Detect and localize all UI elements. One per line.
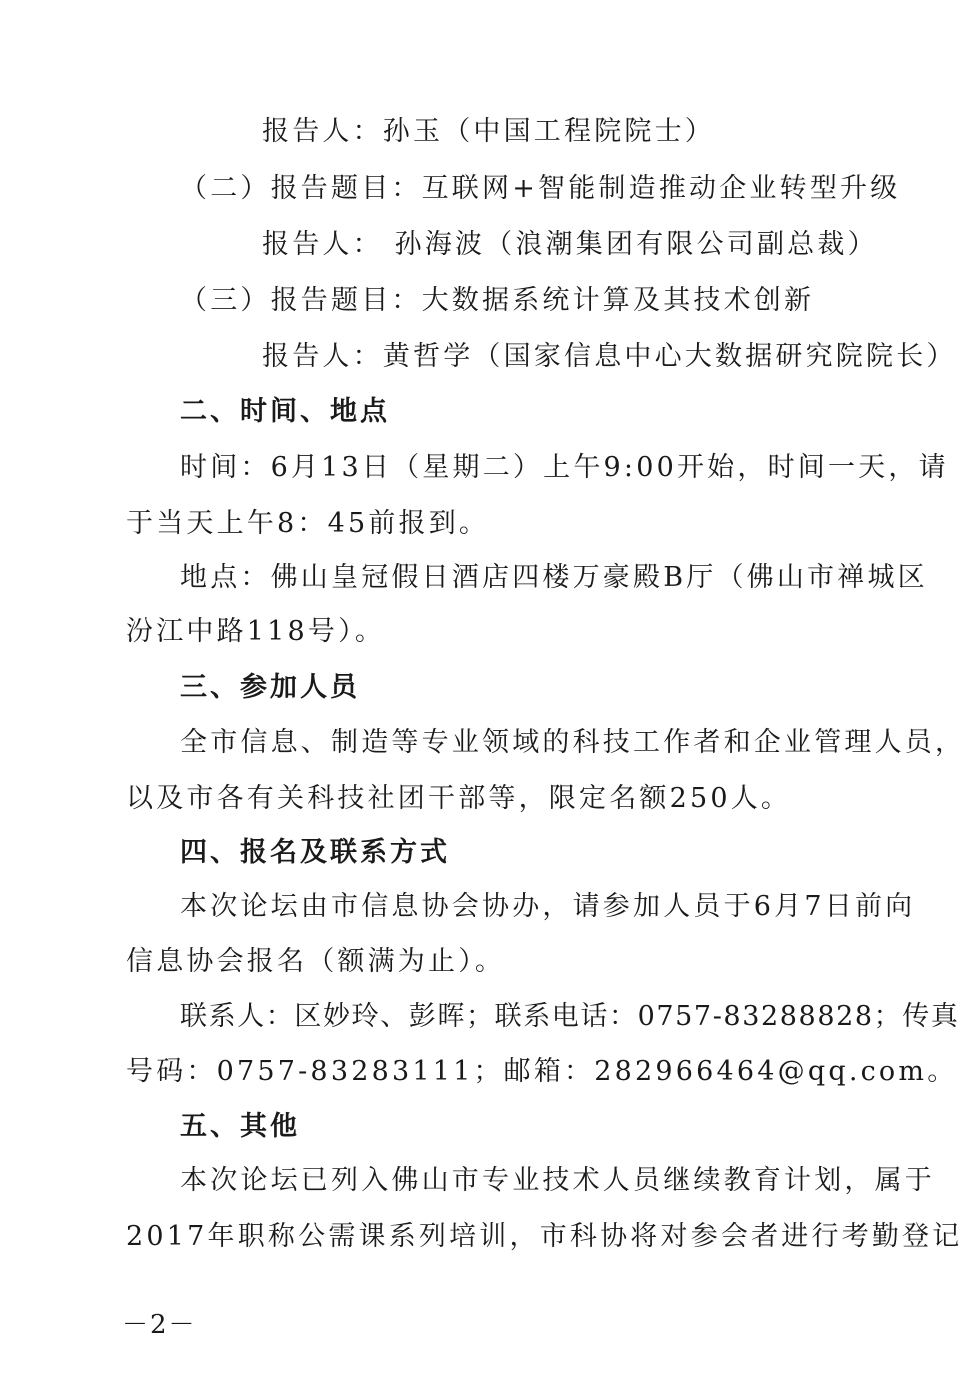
- report-topic-3: （三）报告题目：大数据系统计算及其技术创新: [180, 285, 815, 316]
- section-heading-other: 五、其他: [180, 1111, 300, 1142]
- registration-paragraph-line-1: 本次论坛由市信息协会协办，请参加人员于6月7日前向: [180, 891, 916, 922]
- report-topic-2: （二）报告题目：互联网+智能制造推动企业转型升级: [180, 173, 901, 204]
- section-heading-participants: 三、参加人员: [180, 672, 360, 703]
- registration-paragraph-line-2: 信息协会报名（额满为止）。: [126, 946, 506, 977]
- section-heading-registration: 四、报名及联系方式: [180, 837, 450, 868]
- participants-paragraph-line-2: 以及市各有关科技社团干部等，限定名额250人。: [126, 783, 792, 814]
- time-paragraph-line-1: 时间：6月13日（星期二）上午9:00开始，时间一天，请: [180, 452, 949, 483]
- place-paragraph-line-1: 地点：佛山皇冠假日酒店四楼万豪殿B厅（佛山市禅城区: [180, 562, 928, 593]
- place-paragraph-line-2: 汾江中路118号）。: [126, 616, 386, 647]
- participants-paragraph-line-1: 全市信息、制造等专业领域的科技工作者和企业管理人员，: [180, 727, 966, 758]
- contact-paragraph-line-1: 联系人：区妙玲、彭晖；联系电话：0757-83288828；传真: [180, 1001, 960, 1032]
- other-paragraph-line-2: 2017年职称公需课系列培训，市科协将对参会者进行考勤登记: [126, 1221, 963, 1252]
- contact-paragraph-line-2: 号码：0757-83283111；邮箱：282966464@qq.com。: [126, 1056, 958, 1087]
- speaker-2: 报告人： 孙海波（浪潮集团有限公司副总裁）: [262, 229, 878, 260]
- section-heading-time-place: 二、时间、地点: [180, 396, 390, 427]
- speaker-3: 报告人：黄哲学（国家信息中心大数据研究院院长）: [262, 341, 957, 372]
- page-number: －2－: [122, 1310, 197, 1340]
- other-paragraph-line-1: 本次论坛已列入佛山市专业技术人员继续教育计划，属于: [180, 1165, 935, 1196]
- time-paragraph-line-2: 于当天上午8：45前报到。: [126, 508, 490, 539]
- speaker-1: 报告人：孙玉（中国工程院院士）: [262, 116, 715, 147]
